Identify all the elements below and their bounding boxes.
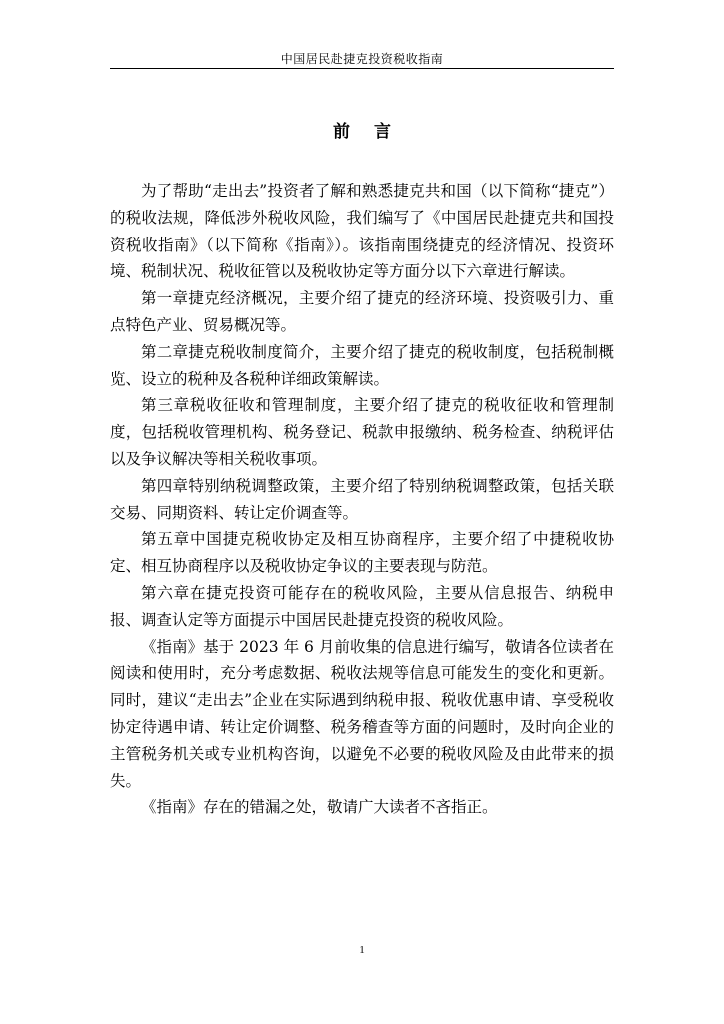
header-rule (110, 68, 614, 69)
running-header: 中国居民赴捷克投资税收指南 (280, 52, 444, 66)
page-number: 1 (359, 944, 365, 956)
paragraph-closing: 《指南》存在的错漏之处，敬请广大读者不吝指正。 (141, 798, 498, 817)
paragraph-notice: 《指南》基于 2023 年 6 月前收集的信息进行编写，敬请各位读者在阅读和使用时，充分考虑数据、税收法规等信息可能发生的变化和更新。同时，建议“走出去”企业在实际遇到纳税申报、税收优惠申请、享受税收协定待遇申请、转让定价调整、税务稽查等方面的问题时，及时向企业的主管税务机关或专业机构咨询，以避免不必要的税收风险及由此带来的损失。 (110, 637, 614, 790)
paragraph-chapter-4: 第四章特别纳税调整政策，主要介绍了特别纳税调整政策，包括关联交易、同期资料、转让定价调查等。 (110, 476, 614, 522)
paragraph-chapter-2: 第二章捷克税收制度简介，主要介绍了捷克的税收制度，包括税制概览、设立的税种及各税种详细政策解读。 (110, 342, 614, 388)
paragraph-chapter-5: 第五章中国捷克税收协定及相互协商程序，主要介绍了中捷税收协定、相互协商程序以及税收协定争议的主要表现与防范。 (110, 530, 614, 576)
paragraph-chapter-1: 第一章捷克经济概况，主要介绍了捷克的经济环境、投资吸引力、重点特色产业、贸易概况等。 (110, 289, 614, 334)
paragraph-chapter-6: 第六章在捷克投资可能存在的税收风险，主要从信息报告、纳税申报、调查认定等方面提示中国居民赴捷克投资的税收风险。 (110, 583, 614, 629)
paragraph-chapter-3: 第三章税收征收和管理制度，主要介绍了捷克的税收征收和管理制度，包括税收管理机构、税务登记、税款申报缴纳、税务检查、纳税评估以及争议解决等相关税收事项。 (110, 396, 614, 468)
body-text (110, 178, 614, 821)
page-title: 前言 (333, 122, 415, 142)
paragraph-intro: 为了帮助“走出去”投资者了解和熟悉捷克共和国（以下简称“捷克”）的税收法规，降低涉外税收风险，我们编写了《中国居民赴捷克共和国投资税收指南》（以下简称《指南》）。该指南围绕捷克的经济情况、投资环境、税制状况、税收征管以及税收协定等方面分以下六章进行解读。 (110, 182, 614, 281)
